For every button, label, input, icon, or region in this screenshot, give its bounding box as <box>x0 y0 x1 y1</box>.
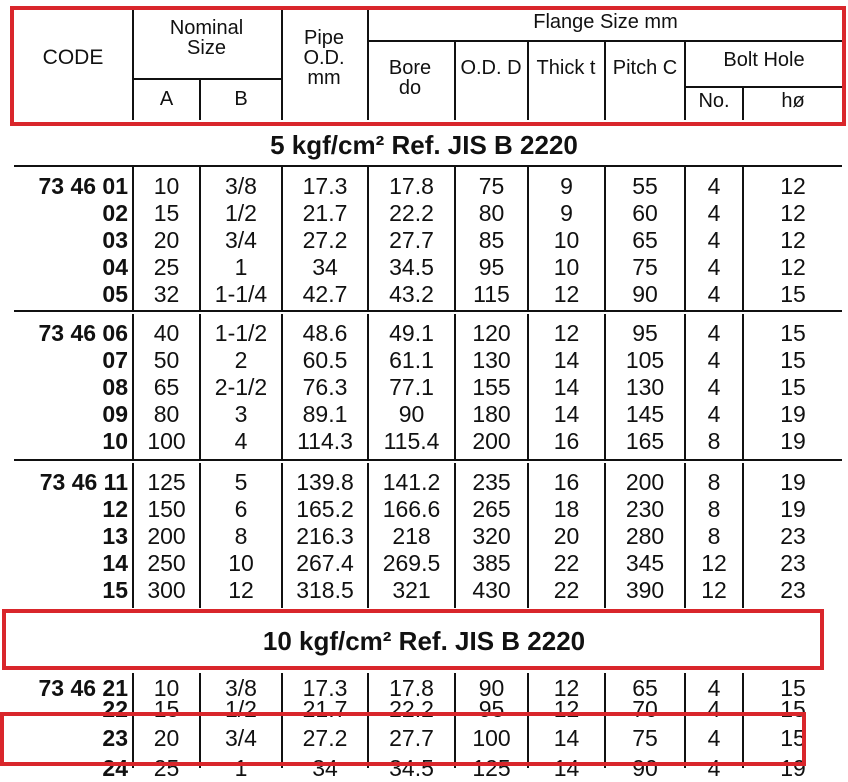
cell-nominal-b: 1/2 <box>225 696 257 722</box>
cell-pipe-od: 21.7 <box>302 200 348 226</box>
cell-bolt-no: 12 <box>701 550 727 576</box>
table-row <box>14 523 842 550</box>
cell-bolt-no: 4 <box>707 281 721 307</box>
cell-bolt-h: 23 <box>780 523 806 549</box>
cell-thick: 18 <box>553 496 580 522</box>
cell-nominal-a: 10 <box>153 173 180 199</box>
cell-pipe-od: 114.3 <box>297 428 353 454</box>
cell-code: 09 <box>102 401 128 427</box>
cell-code: 23 <box>102 725 128 751</box>
cell-bolt-no: 4 <box>707 675 721 701</box>
cell-thick: 20 <box>553 523 580 549</box>
cell-od: 95 <box>478 254 505 280</box>
cell-bolt-no: 4 <box>707 227 721 253</box>
cell-pipe-od: 34 <box>312 755 338 781</box>
table-row <box>14 254 842 281</box>
cell-nominal-a: 300 <box>147 577 186 603</box>
cell-bolt-no: 4 <box>707 173 721 199</box>
cell-code: 12 <box>102 496 128 522</box>
cell-nominal-b: 1-1/4 <box>214 281 268 307</box>
table-row <box>14 577 842 604</box>
cell-od: 180 <box>472 401 511 427</box>
cell-nominal-b: 12 <box>228 577 254 603</box>
cell-nominal-b: 2 <box>234 347 248 373</box>
cell-bolt-h: 19 <box>780 401 806 427</box>
cell-thick: 14 <box>553 401 580 427</box>
cell-pitch: 95 <box>632 320 658 346</box>
table-row <box>14 173 842 200</box>
cell-pipe-od: 27.2 <box>302 725 348 751</box>
cell-bolt-no: 4 <box>707 755 721 781</box>
cell-bore: 34.5 <box>389 755 434 781</box>
cell-nominal-b: 10 <box>228 550 254 576</box>
cell-thick: 22 <box>553 550 580 576</box>
table-row <box>14 374 842 401</box>
cell-od: 235 <box>472 469 511 495</box>
cell-nominal-a: 15 <box>153 696 180 722</box>
cell-bolt-h: 12 <box>780 254 806 280</box>
cell-nominal-a: 15 <box>153 200 180 226</box>
cell-od: 100 <box>472 725 511 751</box>
cell-pitch: 75 <box>632 725 658 751</box>
table-row <box>14 401 842 428</box>
cell-bolt-no: 8 <box>707 523 721 549</box>
cell-nominal-b: 1/2 <box>225 200 257 226</box>
cell-bolt-no: 4 <box>707 347 721 373</box>
cell-pitch: 75 <box>632 254 658 280</box>
cell-thick: 14 <box>553 374 580 400</box>
header-bolt-h: hø <box>781 90 805 112</box>
header-bolt-hole: Bolt Hole <box>723 49 805 71</box>
header-nominal-size: Nominal Size <box>169 17 244 59</box>
cell-pitch: 390 <box>625 577 665 603</box>
cell-pipe-od: 34 <box>312 254 338 280</box>
cell-od: 385 <box>472 550 511 576</box>
cell-code: 15 <box>102 577 128 603</box>
cell-bore: 115.4 <box>383 428 440 454</box>
cell-nominal-a: 20 <box>153 227 180 253</box>
cell-bolt-h: 19 <box>780 428 806 454</box>
data-group-2 <box>14 314 842 461</box>
cell-nominal-b: 3 <box>234 401 248 427</box>
table-row <box>14 227 842 254</box>
cell-pipe-od: 89.1 <box>302 401 348 427</box>
header-bolt-no: No. <box>698 90 730 112</box>
cell-nominal-b: 6 <box>234 496 248 522</box>
cell-bore: 22.2 <box>389 696 434 722</box>
cell-nominal-b: 3/4 <box>225 725 257 751</box>
cell-bore: 49.1 <box>389 320 434 346</box>
cell-od: 200 <box>472 428 511 454</box>
cell-bolt-h: 23 <box>780 577 806 603</box>
cell-bore: 34.5 <box>389 254 434 280</box>
cell-code: 22 <box>102 696 128 722</box>
cell-pitch: 165 <box>625 428 665 454</box>
cell-code: 07 <box>102 347 128 373</box>
table-row <box>14 469 842 496</box>
header-nominal-b: B <box>234 88 248 110</box>
cell-thick: 14 <box>553 347 580 373</box>
cell-bolt-h: 12 <box>780 200 806 226</box>
cell-pitch: 130 <box>625 374 665 400</box>
cell-od: 265 <box>472 496 511 522</box>
section-10-highlight-box <box>2 609 824 670</box>
cell-nominal-a: 25 <box>153 254 180 280</box>
cell-bolt-h: 15 <box>780 725 806 751</box>
cell-code: 13 <box>102 523 128 549</box>
cell-thick: 10 <box>553 254 580 280</box>
cell-nominal-b: 1 <box>234 755 248 781</box>
cell-bolt-h: 19 <box>780 755 806 781</box>
cell-nominal-b: 5 <box>234 469 248 495</box>
cell-bolt-h: 15 <box>780 374 806 400</box>
cell-pitch: 280 <box>625 523 665 549</box>
cell-od: 430 <box>472 577 511 603</box>
cell-thick: 12 <box>553 675 580 701</box>
cell-pitch: 145 <box>625 401 665 427</box>
cell-pitch: 65 <box>632 227 658 253</box>
cell-code: 04 <box>102 254 128 280</box>
section-5-title: 5 kgf/cm² Ref. JIS B 2220 <box>270 130 578 160</box>
table-row <box>14 550 842 577</box>
cell-bolt-no: 8 <box>707 428 721 454</box>
cell-nominal-a: 40 <box>153 320 180 346</box>
cell-bolt-h: 12 <box>780 173 806 199</box>
cell-pipe-od: 267.4 <box>296 550 354 576</box>
header-bore: Bore do <box>388 57 432 99</box>
cell-nominal-a: 25 <box>153 755 180 781</box>
cell-od: 95 <box>478 696 505 722</box>
cell-pipe-od: 216.3 <box>296 523 354 549</box>
cell-nominal-a: 32 <box>153 281 180 307</box>
cell-bore: 27.7 <box>389 227 434 253</box>
cell-code: 73 46 21 <box>38 675 128 701</box>
cell-bolt-h: 12 <box>780 227 806 253</box>
cell-bolt-h: 15 <box>780 281 806 307</box>
cell-nominal-a: 80 <box>153 401 180 427</box>
cell-thick: 9 <box>560 173 573 199</box>
cell-bore: 321 <box>392 577 431 603</box>
cell-pipe-od: 21.7 <box>302 696 348 722</box>
cell-bolt-h: 19 <box>780 496 806 522</box>
cell-pipe-od: 165.2 <box>296 496 354 522</box>
cell-od: 120 <box>472 320 511 346</box>
cell-od: 155 <box>472 374 511 400</box>
row-23-highlight-box <box>0 712 806 766</box>
cell-bolt-no: 4 <box>707 696 721 722</box>
cell-code: 73 46 01 <box>38 173 128 199</box>
header-pitch: Pitch C <box>612 57 678 79</box>
cell-pipe-od: 60.5 <box>302 347 348 373</box>
header-nominal-a: A <box>159 88 174 110</box>
cell-od: 85 <box>478 227 505 253</box>
cell-pipe-od: 27.2 <box>302 227 348 253</box>
cell-bolt-no: 4 <box>707 374 721 400</box>
cell-bore: 17.8 <box>389 173 434 199</box>
cell-nominal-b: 1 <box>234 254 248 280</box>
cell-pitch: 200 <box>625 469 665 495</box>
table-row <box>14 281 842 308</box>
table-row <box>14 320 842 347</box>
cell-code: 24 <box>102 755 128 781</box>
cell-bolt-h: 19 <box>780 469 806 495</box>
cell-pitch: 230 <box>625 496 665 522</box>
cell-nominal-b: 2-1/2 <box>214 374 268 400</box>
cell-od: 75 <box>478 173 505 199</box>
data-group-3 <box>14 463 842 608</box>
cell-nominal-a: 125 <box>147 469 186 495</box>
table-row <box>14 496 842 523</box>
cell-bolt-h: 15 <box>780 320 806 346</box>
cell-bolt-no: 8 <box>707 496 721 522</box>
cell-bore: 43.2 <box>389 281 434 307</box>
cell-pipe-od: 139.8 <box>296 469 354 495</box>
cell-pipe-od: 76.3 <box>302 374 348 400</box>
cell-nominal-a: 250 <box>147 550 186 576</box>
cell-bore: 141.2 <box>382 469 441 495</box>
cell-code: 08 <box>102 374 128 400</box>
cell-pitch: 55 <box>632 173 658 199</box>
cell-od: 80 <box>478 200 505 226</box>
cell-thick: 10 <box>553 227 580 253</box>
cell-bolt-no: 12 <box>701 577 727 603</box>
cell-code: 03 <box>102 227 128 253</box>
cell-thick: 12 <box>553 281 580 307</box>
cell-pitch: 70 <box>632 696 658 722</box>
cell-bore: 27.7 <box>389 725 434 751</box>
table-row <box>14 347 842 374</box>
cell-bore: 90 <box>398 401 425 427</box>
cell-bolt-no: 4 <box>707 254 721 280</box>
header-highlight-box <box>10 6 846 126</box>
cell-nominal-b: 3/4 <box>225 227 257 253</box>
cell-bolt-h: 23 <box>780 550 806 576</box>
cell-bolt-no: 4 <box>707 200 721 226</box>
cell-thick: 14 <box>553 725 580 751</box>
cell-nominal-b: 3/8 <box>225 173 257 199</box>
cell-pipe-od: 318.5 <box>296 577 354 603</box>
cell-thick: 12 <box>553 696 580 722</box>
cell-bore: 269.5 <box>382 550 441 576</box>
cell-code: 14 <box>102 550 128 576</box>
cell-bore: 77.1 <box>389 374 434 400</box>
cell-bolt-no: 4 <box>707 725 721 751</box>
cell-code: 73 46 06 <box>38 320 128 346</box>
cell-bolt-h: 15 <box>780 347 806 373</box>
header-thick: Thick t <box>536 57 596 79</box>
group-divider <box>14 459 842 461</box>
cell-od: 125 <box>472 755 511 781</box>
group-divider <box>14 310 842 312</box>
cell-od: 90 <box>478 675 505 701</box>
cell-bolt-no: 8 <box>707 469 721 495</box>
header-code: CODE <box>42 46 104 69</box>
cell-nominal-a: 100 <box>147 428 186 454</box>
cell-bolt-no: 4 <box>707 320 721 346</box>
cell-pipe-od: 17.3 <box>302 173 348 199</box>
cell-nominal-a: 200 <box>147 523 186 549</box>
cell-nominal-a: 20 <box>153 725 180 751</box>
cell-bore: 61.1 <box>389 347 434 373</box>
cell-thick: 16 <box>553 469 580 495</box>
cell-nominal-a: 150 <box>147 496 186 522</box>
cell-bolt-h: 15 <box>780 675 806 701</box>
cell-pitch: 345 <box>625 550 665 576</box>
cell-code: 73 46 11 <box>39 469 128 495</box>
cell-thick: 14 <box>553 755 580 781</box>
cell-thick: 16 <box>553 428 580 454</box>
cell-nominal-a: 50 <box>153 347 180 373</box>
cell-bolt-no: 4 <box>707 401 721 427</box>
cell-nominal-a: 65 <box>153 374 180 400</box>
cell-bore: 22.2 <box>389 200 434 226</box>
cell-nominal-b: 8 <box>234 523 248 549</box>
cell-nominal-b: 3/8 <box>225 675 257 701</box>
cell-thick: 12 <box>553 320 580 346</box>
cell-bolt-h: 15 <box>780 696 806 722</box>
cell-nominal-a: 10 <box>153 675 180 701</box>
cell-pipe-od: 42.7 <box>302 281 348 307</box>
cell-od: 115 <box>473 281 510 307</box>
cell-pipe-od: 48.6 <box>302 320 348 346</box>
cell-od: 130 <box>472 347 511 373</box>
header-od: O.D. D <box>460 57 522 79</box>
cell-nominal-b: 1-1/2 <box>214 320 268 346</box>
cell-pipe-od: 17.3 <box>302 675 348 701</box>
header-flange-size: Flange Size mm <box>533 11 678 33</box>
cell-code: 10 <box>102 428 128 454</box>
cell-pitch: 90 <box>632 755 658 781</box>
cell-thick: 22 <box>553 577 580 603</box>
table-row <box>14 428 842 455</box>
table-row <box>14 200 842 227</box>
cell-code: 02 <box>102 200 128 226</box>
cell-pitch: 65 <box>632 675 658 701</box>
cell-od: 320 <box>472 523 511 549</box>
cell-pitch: 90 <box>632 281 658 307</box>
cell-nominal-b: 4 <box>234 428 248 454</box>
cell-pitch: 105 <box>625 347 665 373</box>
header-pipe-od: Pipe O.D. mm <box>303 27 345 89</box>
cell-bore: 17.8 <box>389 675 434 701</box>
section-10-title: 10 kgf/cm² Ref. JIS B 2220 <box>262 626 586 656</box>
cell-bore: 218 <box>392 523 431 549</box>
cell-code: 05 <box>102 281 128 307</box>
cell-pitch: 60 <box>632 200 658 226</box>
data-group-1 <box>14 167 842 312</box>
cell-thick: 9 <box>560 200 573 226</box>
cell-bore: 166.6 <box>382 496 441 522</box>
